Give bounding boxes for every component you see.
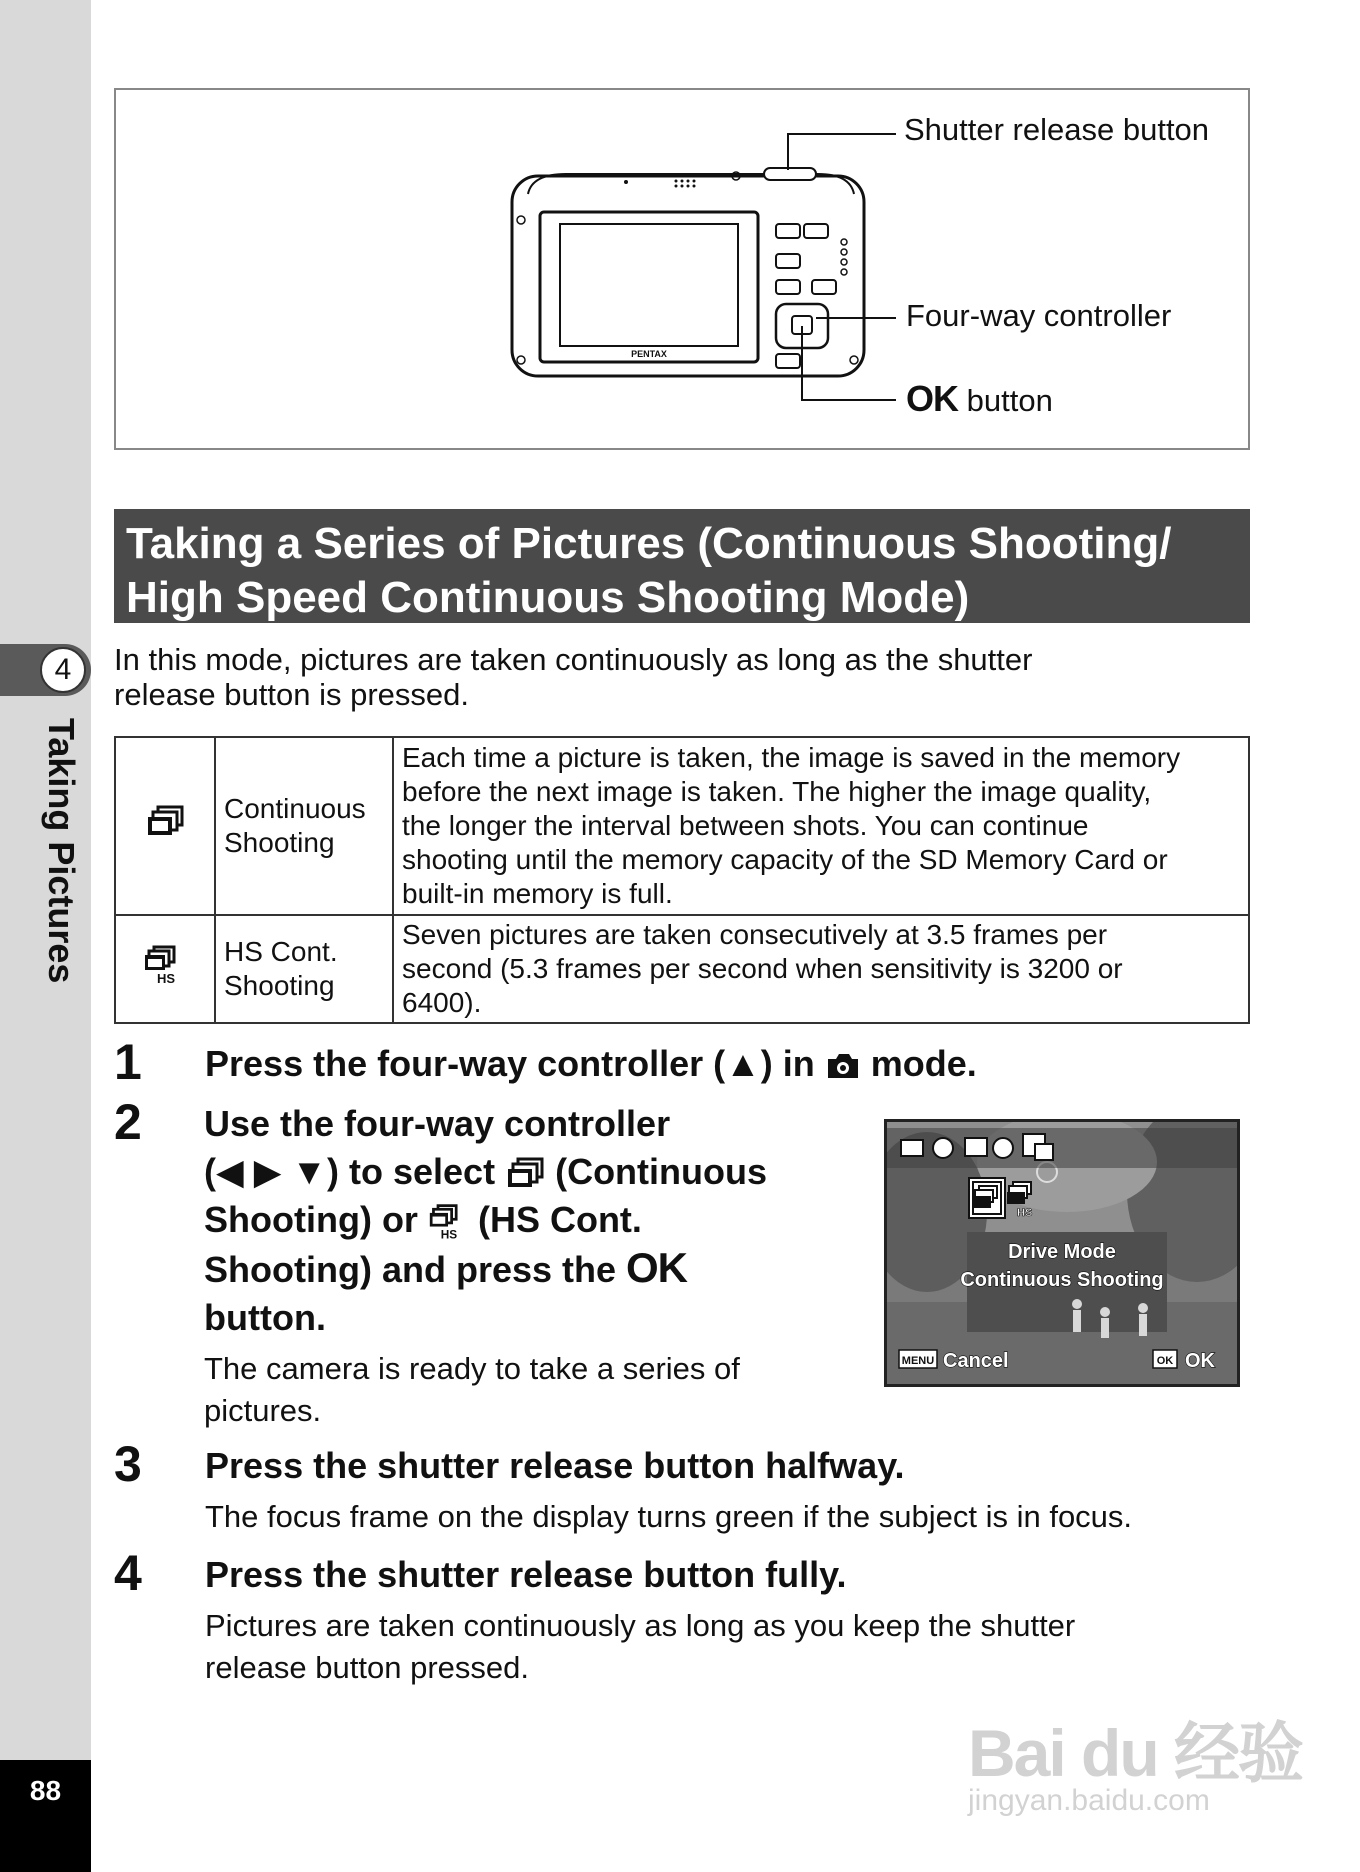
step-number-4: 4 [114, 1545, 142, 1601]
step-1-text-a: Press the four-way controller ( [205, 1043, 726, 1084]
ok-key-label: OK [1156, 1355, 1174, 1367]
table-row [115, 737, 1249, 915]
table-row [115, 915, 1249, 1023]
step-4-title: Press the shutter release button fully. [205, 1554, 847, 1595]
baidu-watermark-url: jingyan.baidu.com [968, 1784, 1210, 1817]
screen-selected-label: Continuous Shooting [960, 1269, 1164, 1291]
continuous-shooting-icon [145, 805, 185, 839]
step-number-1: 1 [114, 1034, 142, 1090]
step-2-body [204, 1348, 740, 1432]
intro-paragraph [114, 642, 1254, 712]
callout-four-way-controller: Four-way controller [906, 298, 1172, 333]
desc-line: 6400). [402, 987, 482, 1018]
table-cell-mode-name [215, 737, 393, 915]
desc-line: second (5.3 frames per second when sensitivity is 3200 or [402, 953, 1123, 984]
desc-line: shooting until the memory capacity of the SD Memory Card or [402, 844, 1168, 875]
step-2-select-text: ) to select [327, 1151, 506, 1192]
desc-line: before the next image is taken. The higher the image quality, [402, 776, 1152, 807]
screen-mode-label: Drive Mode [1008, 1241, 1116, 1263]
step-1-text-b: ) in [760, 1043, 825, 1084]
ok-mark: OK [626, 1244, 688, 1291]
table-cell-description [393, 737, 1249, 915]
step-4-body-line: release button pressed. [205, 1650, 529, 1685]
camera-mode-icon [825, 1051, 861, 1081]
drive-mode-menu-screen [887, 1122, 1237, 1384]
camera-brand-label: PENTAX [631, 349, 667, 359]
menu-key-label: MENU [901, 1355, 935, 1367]
step-4-body-line: Pictures are taken continuously as long as you keep the shutter [205, 1608, 1076, 1643]
mode-name-line: Shooting [224, 827, 335, 858]
step-4-body [205, 1605, 1075, 1689]
section-title-line1: Taking a Series of Pictures (Continuous Shooting/ [126, 519, 1172, 568]
step-2-body-line: The camera is ready to take a series of [204, 1351, 740, 1386]
step-2-line5: button. [204, 1297, 326, 1338]
step-2-body-line: pictures. [204, 1393, 322, 1428]
step-2-line2 [204, 1148, 864, 1196]
cancel-label: Cancel [943, 1350, 1009, 1372]
desc-line: the longer the interval between shots. You can continue [402, 810, 1089, 841]
table-cell-description [393, 915, 1249, 1023]
step-number-3: 3 [114, 1436, 142, 1492]
ok-label: OK [1185, 1350, 1215, 1372]
section-heading [114, 509, 1250, 623]
up-arrow-icon: ▲ [725, 1043, 761, 1084]
desc-line: Each time a picture is taken, the image is saved in the memory [402, 742, 1181, 773]
mode-name-line: Shooting [224, 970, 335, 1001]
desc-line: Seven pictures are taken consecutively at 3.5 frames per [402, 919, 1108, 950]
step-3-title: Press the shutter release button halfway. [205, 1445, 905, 1486]
hs-continuous-shooting-icon [143, 945, 187, 985]
table-cell-icon [115, 737, 215, 915]
table-cell-icon [115, 915, 215, 1023]
continuous-shooting-icon [505, 1157, 545, 1191]
callout-ok-text: button [966, 383, 1053, 418]
hs-tag: HS [1017, 1207, 1033, 1219]
chapter-number: 4 [40, 647, 86, 693]
desc-line: built-in memory is full. [402, 878, 673, 909]
hs-tag: HS [440, 1227, 458, 1242]
hs-continuous-shooting-icon [428, 1203, 468, 1241]
callout-ok-button [906, 378, 1053, 420]
page-number: 88 [29, 1775, 62, 1806]
mode-name-line: Continuous [224, 793, 366, 824]
step-number-2: 2 [114, 1094, 142, 1150]
baidu-watermark: Bai du 经验 [968, 1716, 1303, 1790]
step-2-line4 [204, 1244, 864, 1294]
step-2-hs-text: (HS Cont. [467, 1199, 642, 1240]
mode-name-line: HS Cont. [224, 936, 338, 967]
hs-tag: HS [157, 971, 176, 985]
intro-line1: In this mode, pictures are taken continuously as long as the shutter [114, 642, 1033, 677]
table-cell-mode-name [215, 915, 393, 1023]
step-3-body: The focus frame on the display turns green if the subject is in focus. [205, 1499, 1133, 1534]
step-2-title [204, 1100, 864, 1342]
section-title-line2: High Speed Continuous Shooting Mode) [126, 573, 970, 622]
camera-figure [114, 88, 1250, 450]
intro-line2: release button is pressed. [114, 677, 469, 712]
step-2-line1: Use the four-way controller [204, 1103, 671, 1144]
step-2-shooting-or: Shooting) or [204, 1199, 428, 1240]
camera-lcd-screen [884, 1119, 1240, 1387]
left-right-down-arrows-icon: ◀ ▶ ▼ [216, 1151, 328, 1192]
step-2-continuous-text: (Continuous [545, 1151, 768, 1192]
callout-shutter-release: Shutter release button [904, 112, 1210, 147]
step-2-line3 [204, 1196, 864, 1244]
step-2-press-text: Shooting) and press the [204, 1249, 627, 1290]
chapter-title: Taking Pictures [41, 718, 82, 984]
drive-modes-table [114, 736, 1250, 1024]
step-1-title [205, 1040, 977, 1088]
step-1-text-c: mode. [860, 1043, 977, 1084]
step-2-paren-open: ( [204, 1151, 216, 1192]
ok-mark: OK [906, 378, 958, 419]
